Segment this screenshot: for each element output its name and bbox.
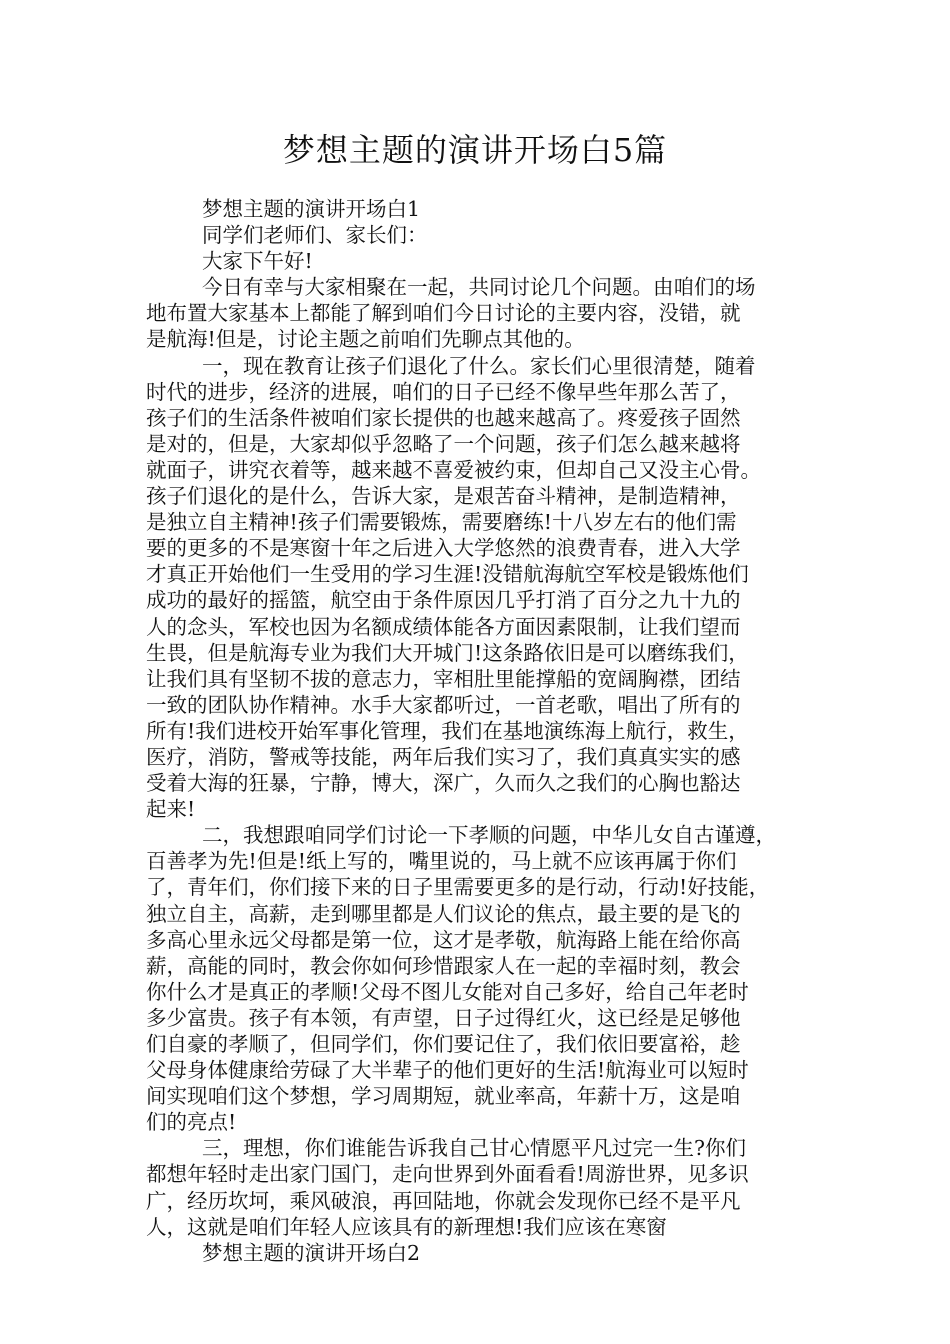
text-line: 人的念头，军校也因为名额成绩体能各方面因素限制，让我们望而 [146, 614, 741, 639]
text-line: 大家下午好! [202, 249, 313, 274]
text-line: 都想年轻时走出家门国门，走向世界到外面看看!周游世界，见多识 [146, 1162, 749, 1187]
text-line: 生畏，但是航海专业为我们大开城门!这条路依旧是可以磨练我们， [146, 640, 749, 665]
text-line: 二，我想跟咱同学们讨论一下孝顺的问题，中华儿女自古谨遵， [202, 823, 776, 848]
text-line: 一致的团队协作精神。水手大家都听过，一首老歌，唱出了所有的 [146, 692, 741, 717]
text-line: 多高心里永远父母都是第一位，这才是孝敬，航海路上能在给你高 [146, 927, 741, 952]
text-line: 一，现在教育让孩子们退化了什么。家长们心里很清楚，随着 [202, 353, 756, 378]
text-line: 你什么才是真正的孝顺!父母不图儿女能对自己多好，给自己年老时 [146, 979, 749, 1004]
text-line: 才真正开始他们一生受用的学习生涯!没错航海航空军校是锻炼他们 [146, 562, 749, 587]
text-line: 们自豪的孝顺了，但同学们，你们要记住了，我们依旧要富裕，趁 [146, 1032, 741, 1056]
text-line: 就面子，讲究衣着等，越来越不喜爱被约束，但却自己又没主心骨。 [146, 457, 761, 482]
document-body [146, 196, 808, 1266]
text-line: 梦想主题的演讲开场白1 [202, 197, 421, 221]
text-line: 梦想主题的演讲开场白2 [202, 1240, 421, 1265]
text-line: 多少富贵。孩子有本领，有声望，日子过得红火，这已经是足够他 [146, 1005, 741, 1030]
text-line: 同学们老师们、家长们： [202, 223, 428, 248]
text-line: 所有!我们进校开始军事化管理，我们在基地演练海上航行，救生， [146, 718, 749, 743]
text-line: 了，青年们，你们接下来的日子里需要更多的是行动，行动!好技能， [146, 875, 770, 900]
text-line: 时代的进步，经济的进展，咱们的日子已经不像早些年那么苦了， [146, 379, 741, 404]
text-line: 薪，高能的同时，教会你如何珍惜跟家人在一起的幸福时刻，教会 [146, 953, 741, 978]
text-line: 孩子们的生活条件被咱们家长提供的也越来越高了。疼爱孩子固然 [146, 405, 741, 430]
text-line: 是对的，但是，大家却似乎忽略了一个问题，孩子们怎么越来越将 [146, 431, 741, 456]
text-line: 间实现咱们这个梦想，学习周期短，就业率高，年薪十万，这是咱 [146, 1084, 741, 1109]
text-line: 受着大海的狂暴，宁静，博大，深广，久而久之我们的心胸也豁达 [146, 771, 741, 796]
text-line: 们的亮点! [146, 1110, 237, 1135]
text-line: 孩子们退化的是什么，告诉大家，是艰苦奋斗精神，是制造精神， [146, 484, 741, 509]
text-line: 广，经历坎坷，乘风破浪，再回陆地，你就会发现你已经不是平凡 [146, 1188, 741, 1213]
text-line: 医疗，消防，警戒等技能，两年后我们实习了，我们真真实实的感 [146, 744, 741, 769]
text-line: 人，这就是咱们年轻人应该具有的新理想!我们应该在寒窗 [146, 1214, 667, 1239]
text-line: 成功的最好的摇篮，航空由于条件原因几乎打消了百分之九十九的 [146, 588, 741, 613]
text-line: 是航海!但是，讨论主题之前咱们先聊点其他的。 [146, 327, 585, 352]
text-line: 百善孝为先!但是!纸上写的，嘴里说的，马上就不应该再属于你们 [146, 849, 737, 874]
text-line: 是独立自主精神!孩子们需要锻炼，需要磨练!十八岁左右的他们需 [146, 510, 737, 535]
text-line: 三，理想，你们谁能告诉我自己甘心情愿平凡过完一生?你们 [202, 1136, 746, 1161]
text-line: 今日有幸与大家相聚在一起，共同讨论几个问题。由咱们的场 [202, 275, 756, 300]
text-line: 让我们具有坚韧不拔的意志力，宰相肚里能撑船的宽阔胸襟，团结 [146, 666, 741, 691]
text-line: 地布置大家基本上都能了解到咱们今日讨论的主要内容，没错，就 [146, 301, 741, 326]
text-line: 独立自主，高薪，走到哪里都是人们议论的焦点，最主要的是飞的 [146, 901, 741, 926]
document-title: 梦想主题的演讲开场白5篇 [282, 131, 668, 169]
text-line: 父母身体健康给劳碌了大半辈子的他们更好的生活!航海业可以短时 [146, 1058, 749, 1083]
text-line: 起来! [146, 797, 196, 822]
text-line: 要的更多的不是寒窗十年之后进入大学悠然的浪费青春，进入大学 [146, 536, 741, 561]
